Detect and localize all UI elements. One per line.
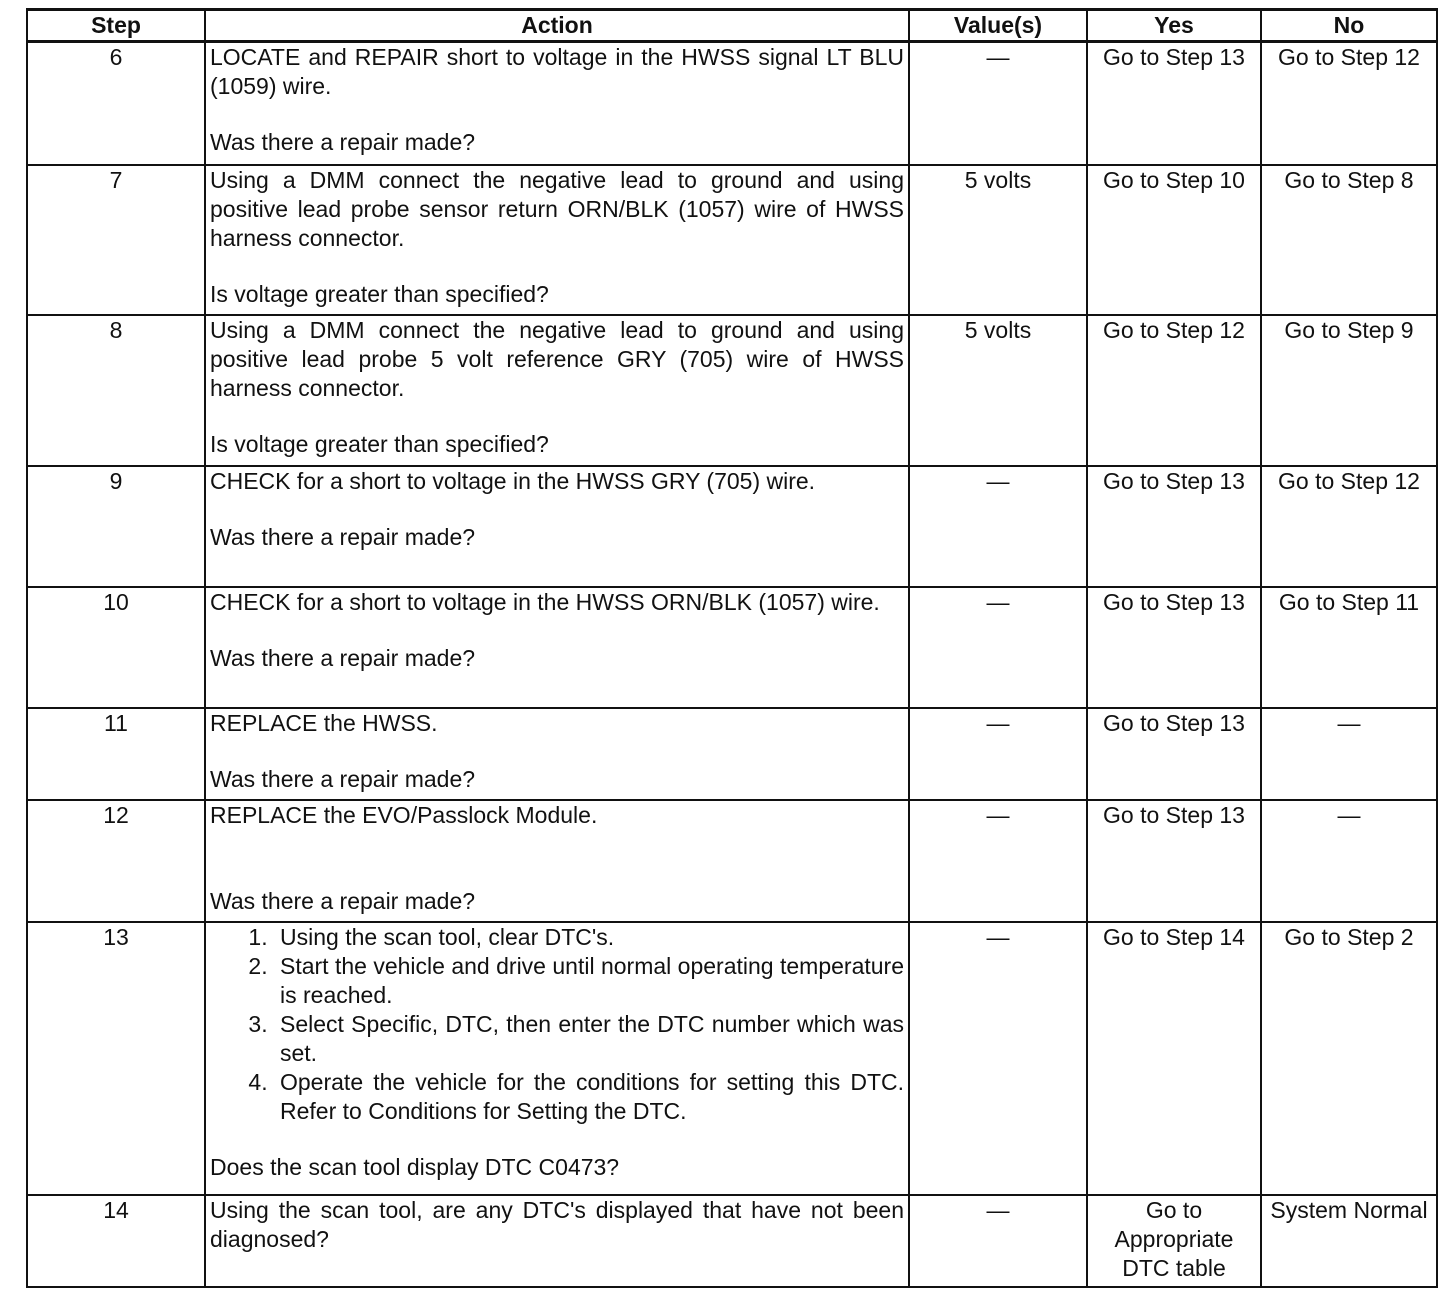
value-cell: — [909,1195,1087,1287]
value-cell: — [909,42,1087,165]
substep-item: 2. Start the vehicle and drive until normal operating temperature is reached. [274,952,904,1010]
action-cell [205,708,909,800]
step-number: 13 [27,922,205,1195]
action-cell [205,165,909,315]
no-cell: Go to Step 9 [1261,315,1437,466]
header-values: Value(s) [909,10,1087,42]
action-text: LOCATE and REPAIR short to voltage in the HWSS signal LT BLU (1059) wire. [210,44,904,99]
action-cell [205,315,909,466]
header-row [27,10,1437,42]
action-question: Is voltage greater than specified? [210,430,549,457]
value-cell: — [909,708,1087,800]
yes-cell: Go to Step 13 [1087,800,1261,922]
step-number: 11 [27,708,205,800]
action-question: Was there a repair made? [210,644,476,671]
action-cell [205,42,909,165]
no-cell: Go to Step 2 [1261,922,1437,1195]
action-question: Does the scan tool display DTC C0473? [210,1153,620,1180]
no-cell: — [1261,800,1437,922]
substep-item: 1. Using the scan tool, clear DTC's. [274,923,904,952]
action-question: Was there a repair made? [210,887,476,914]
yes-cell: Go to Step 14 [1087,922,1261,1195]
no-cell: Go to Step 12 [1261,466,1437,587]
step-number: 12 [27,800,205,922]
no-cell: Go to Step 8 [1261,165,1437,315]
yes-cell: Go to Step 13 [1087,708,1261,800]
action-text: Using a DMM connect the negative lead to ground and using positive lead probe sensor return ORN/BLK (1057) wire of HWSS harness connector. [210,166,904,251]
substep-item: 4. Operate the vehicle for the conditions for setting this DTC. Refer to Conditions for Setting the DTC. [274,1068,904,1126]
table-row [27,1195,1437,1287]
header-step: Step [27,10,205,42]
substep-item: 3. Select Specific, DTC, then enter the DTC number which was set. [274,1010,904,1068]
value-cell: 5 volts [909,165,1087,315]
no-cell: System Normal [1261,1195,1437,1287]
header-no: No [1261,10,1437,42]
action-cell [205,587,909,708]
action-cell [205,800,909,922]
value-cell: 5 volts [909,315,1087,466]
table-row [27,587,1437,708]
step-number: 6 [27,42,205,165]
action-question: Was there a repair made? [210,523,476,550]
yes-cell: Go to Step 12 [1087,315,1261,466]
step-number: 7 [27,165,205,315]
step-number: 9 [27,466,205,587]
table-row [27,165,1437,315]
value-cell: — [909,587,1087,708]
yes-cell: Go to Step 13 [1087,587,1261,708]
action-question: Was there a repair made? [210,765,476,792]
action-question: Is voltage greater than specified? [210,280,549,307]
table-row [27,42,1437,165]
table-row [27,800,1437,922]
table-row [27,315,1437,466]
step-number: 14 [27,1195,205,1287]
action-text: CHECK for a short to voltage in the HWSS GRY (705) wire. [210,467,816,494]
table-row [27,708,1437,800]
table-row [27,466,1437,587]
no-cell: Go to Step 11 [1261,587,1437,708]
action-text: Using a DMM connect the negative lead to ground and using positive lead probe 5 volt reference GRY (705) wire of HWSS harness connector. [210,316,904,401]
table-row [27,922,1437,1195]
yes-cell: Go to Appropriate DTC table [1087,1195,1261,1287]
step-number: 10 [27,587,205,708]
yes-cell: Go to Step 13 [1087,466,1261,587]
header-action: Action [205,10,909,42]
action-cell [205,1195,909,1287]
yes-cell: Go to Step 13 [1087,42,1261,165]
header-yes: Yes [1087,10,1261,42]
no-cell: Go to Step 12 [1261,42,1437,165]
value-cell: — [909,800,1087,922]
action-cell [205,922,909,1195]
action-text: REPLACE the EVO/Passlock Module. [210,801,598,828]
yes-cell: Go to Step 10 [1087,165,1261,315]
value-cell: — [909,922,1087,1195]
action-cell [205,466,909,587]
action-question: Was there a repair made? [210,129,476,155]
substep-list [210,923,904,1126]
action-text: Using the scan tool, are any DTC's displayed that have not been diagnosed? [210,1196,904,1252]
diagnostic-table [26,8,1438,1288]
step-number: 8 [27,315,205,466]
action-text: REPLACE the HWSS. [210,709,438,736]
no-cell: — [1261,708,1437,800]
action-text: CHECK for a short to voltage in the HWSS ORN/BLK (1057) wire. [210,588,880,615]
value-cell: — [909,466,1087,587]
